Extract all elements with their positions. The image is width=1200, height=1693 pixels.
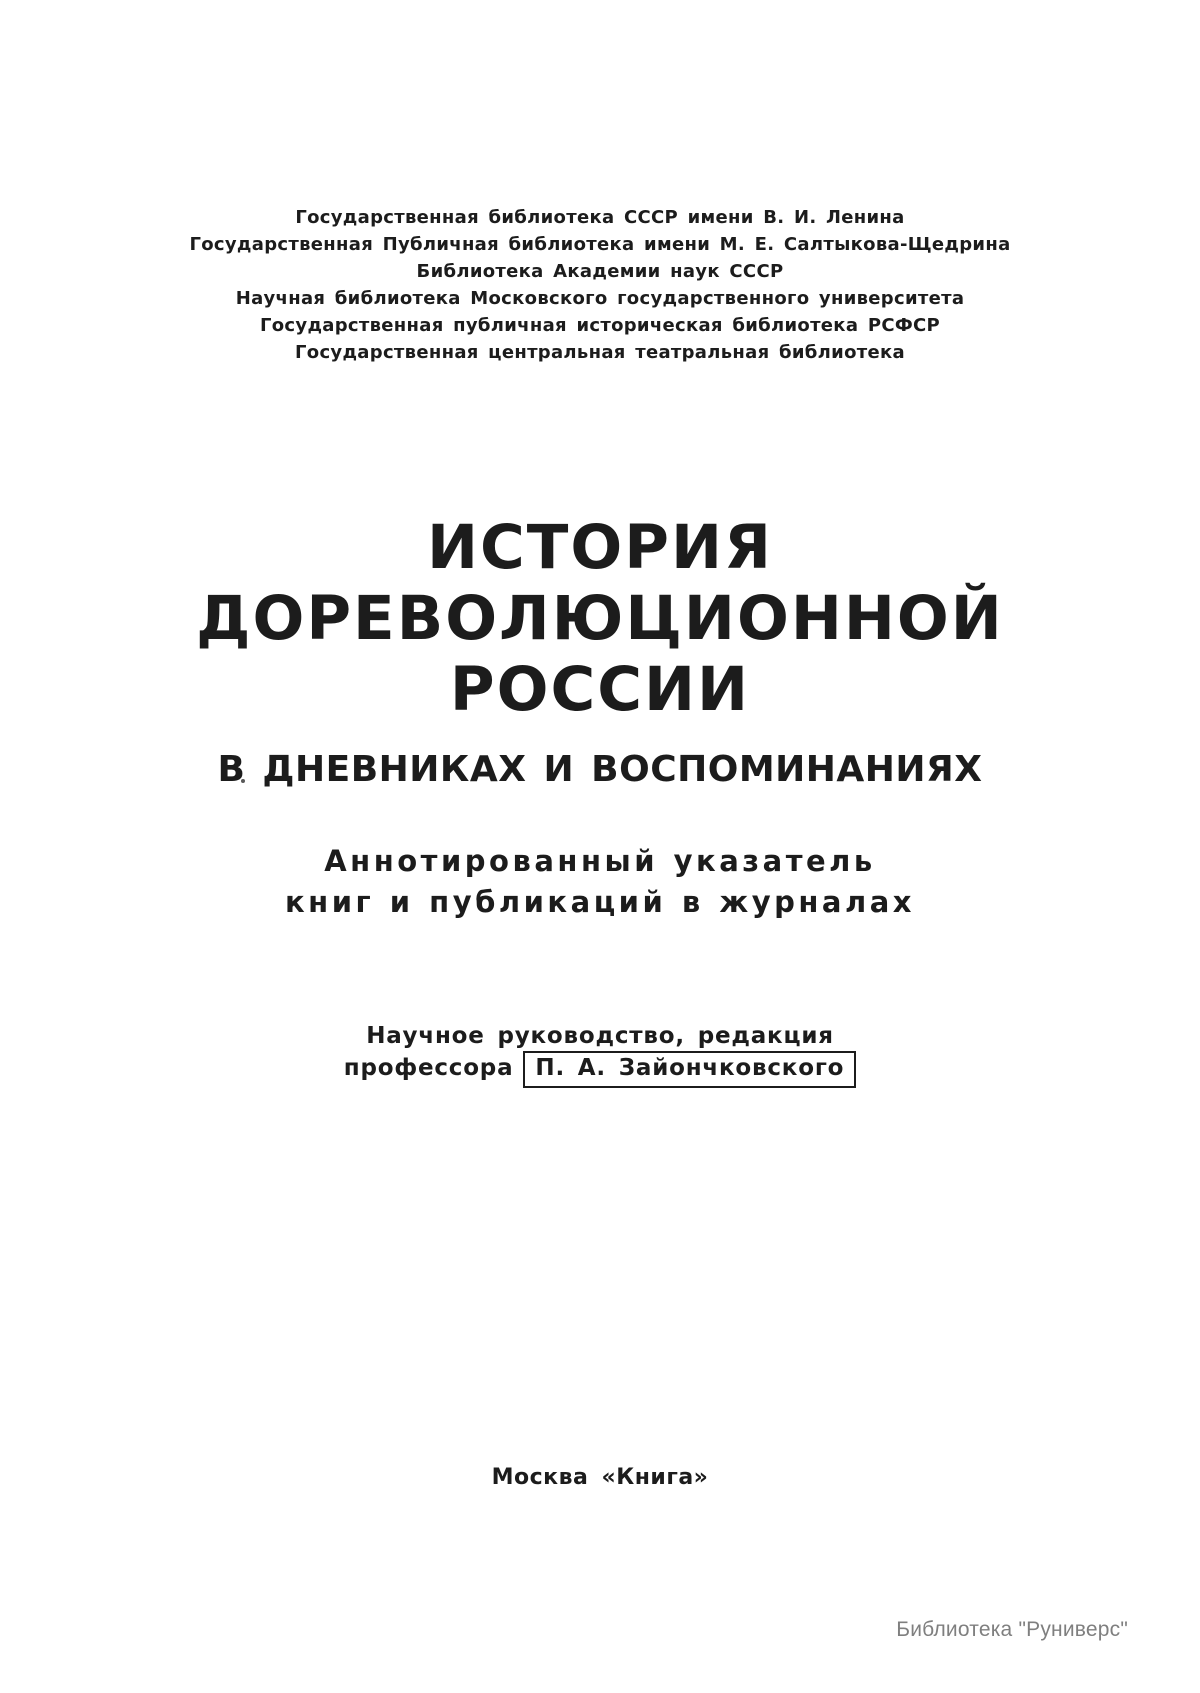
publisher-line: Государственная центральная театральная библиотека bbox=[295, 342, 905, 363]
editorial-line: Научное руководство, редакция bbox=[366, 1023, 834, 1049]
editor-name-box bbox=[523, 1051, 856, 1088]
index-annotation-line: книг и публикаций в журналах bbox=[284, 885, 916, 919]
runivers-watermark: Библиотека "Руниверс" bbox=[896, 1618, 1128, 1641]
title-line: РОССИИ bbox=[449, 654, 751, 725]
publisher-line: Государственная библиотека СССР имени В. И. Ленина bbox=[295, 207, 905, 228]
index-annotation-line: Аннотированный указатель bbox=[324, 844, 876, 878]
publisher-line: Научная библиотека Московского государственного университета bbox=[235, 288, 965, 309]
title-line: ИСТОРИЯ bbox=[426, 512, 773, 583]
publisher-list bbox=[0, 204, 1200, 366]
book-subtitle: В ДНЕВНИКАХ И ВОСПОМИНАНИЯХ bbox=[217, 749, 983, 790]
editor-name: П. А. Зайончковского bbox=[535, 1055, 845, 1081]
imprint-line: Москва «Книга» bbox=[491, 1465, 709, 1490]
index-annotation bbox=[0, 841, 1200, 923]
publisher-line: Государственная публичная историческая библиотека РСФСР bbox=[260, 315, 940, 336]
editor-prefix: профессора bbox=[343, 1055, 514, 1081]
editorial-note bbox=[0, 1021, 1200, 1088]
book-title bbox=[0, 512, 1200, 725]
editorial-line bbox=[0, 1051, 1200, 1088]
publisher-line: Государственная Публичная библиотека имени М. Е. Салтыкова-Щедрина bbox=[189, 234, 1011, 255]
publisher-line: Библиотека Академии наук СССР bbox=[416, 261, 784, 282]
title-line: ДОРЕВОЛЮЦИОННОЙ bbox=[196, 583, 1004, 654]
